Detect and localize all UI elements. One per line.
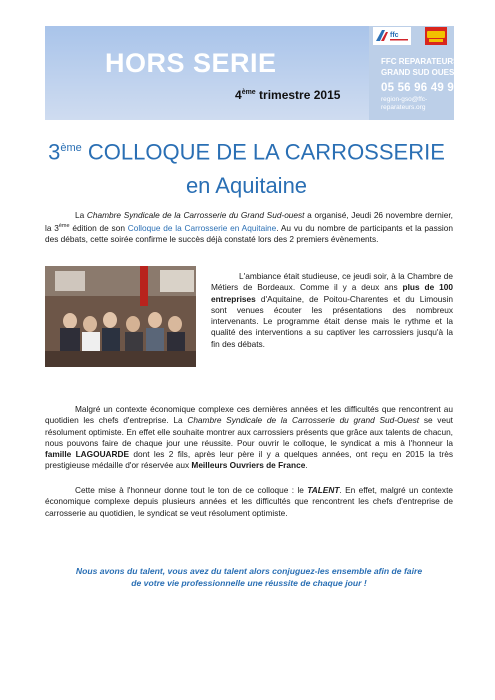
quarter-suffix: ème bbox=[241, 89, 256, 96]
slogan-line-1: Nous avons du talent, vous avez du talent alors conjuguez-les ensemble afin de faire bbox=[75, 566, 423, 576]
contact-phone: 05 56 96 49 93 bbox=[381, 82, 461, 94]
slogan-line-2: de votre vie professionnelle une réussite de chaque jour ! bbox=[131, 578, 367, 588]
event-photo bbox=[45, 266, 196, 367]
chamber-name: Chambre Syndicale de la Carrosserie du Grand Sud-ouest bbox=[86, 210, 305, 220]
quarter-text: trimestre 2015 bbox=[255, 88, 341, 102]
atmosphere-paragraph: L'ambiance était studieuse, ce jeudi soir, à la Chambre de Métiers de Bordeaux. Comme il y a deux ans plus de 100 entreprises d'Aquitaine, de Poitou-Charentes et du Limousin sont venues écouter les présentations des nombreux intervenants. Le programme était dense mais le rythme et la qualité des interventions a su captiver les carrossiers jusqu'à la fin des débats. bbox=[211, 271, 453, 349]
contact-email: region-gso@ffc-reparateurs.org bbox=[381, 96, 428, 111]
reparateurs-logo bbox=[425, 27, 447, 45]
ffc-logo bbox=[373, 27, 411, 45]
intro-paragraph: La Chambre Syndicale de la Carrosserie du Grand Sud-ouest a organisé, Jeudi 26 novembre dernier, la 3ème édition de son Colloque de la Carrosserie en Aquitaine. Au vu du nombre de participants et la passion des débats, cette soirée confirme le succès déjà constaté lors des 2 premiers évènements. bbox=[45, 210, 453, 245]
contact-label-2: GRAND SUD OUEST bbox=[381, 68, 460, 77]
title-text: COLLOQUE DE LA CARROSSERIE bbox=[81, 139, 445, 165]
companies-count: plus de 100 entreprises bbox=[211, 282, 453, 304]
title-number: 3 bbox=[48, 139, 61, 165]
quarter-number: 4 bbox=[235, 88, 242, 102]
chamber-name-2: Chambre Syndicale de la Carrosserie du grand Sud-Ouest bbox=[187, 415, 420, 426]
title-line-2: en Aquitaine bbox=[185, 173, 308, 199]
title-line-1 bbox=[40, 131, 453, 169]
context-paragraph: Malgré un contexte économique complexe ces dernières années et les difficultés que rencontrent au quotidien les chefs d'entreprise. La Chambre Syndicale de la Carrosserie du grand Sud-Ouest se veut résolument optimiste. En effet elle souhaite montrer aux carrossiers présents que grâce aux talents de chacun, nous pouvons faire de chaque jour une réussite. Pour ouvrir le colloque, le syndicat a mis à l'honneur la famille LAGOUARDE dont les 2 fils, après leur père il y a quelques années, ont reçu en 2015 la très prestigieuse médaille d'or réservée aux Meilleurs Ouvriers de France. bbox=[45, 404, 453, 471]
article-title bbox=[40, 131, 453, 203]
title-suffix: ème bbox=[60, 142, 82, 154]
contact-label-1: FFC REPARATEURS bbox=[381, 57, 459, 66]
family-name: famille LAGOUARDE bbox=[45, 449, 130, 460]
audience-photo-icon bbox=[45, 266, 196, 367]
newsletter-title: HORS SERIE bbox=[105, 48, 277, 78]
issue-quarter bbox=[235, 88, 340, 102]
talent-word: TALENT bbox=[307, 485, 340, 495]
mof-title: Meilleurs Ouvriers de France bbox=[191, 460, 306, 471]
ffc-logo-text: ffc bbox=[390, 32, 399, 39]
closing-slogan bbox=[45, 565, 453, 589]
talent-paragraph: Cette mise à l'honneur donne tout le ton de ce colloque : le TALENT. En effet, malgré un contexte économique complexe depuis plusieurs années et les difficultés que rencontrent les chefs d'entreprise de carrosserie au quotidien, le syndicat se veut résolument optimiste. bbox=[45, 485, 453, 518]
colloque-link[interactable]: Colloque de la Carrosserie en Aquitaine bbox=[127, 223, 277, 234]
